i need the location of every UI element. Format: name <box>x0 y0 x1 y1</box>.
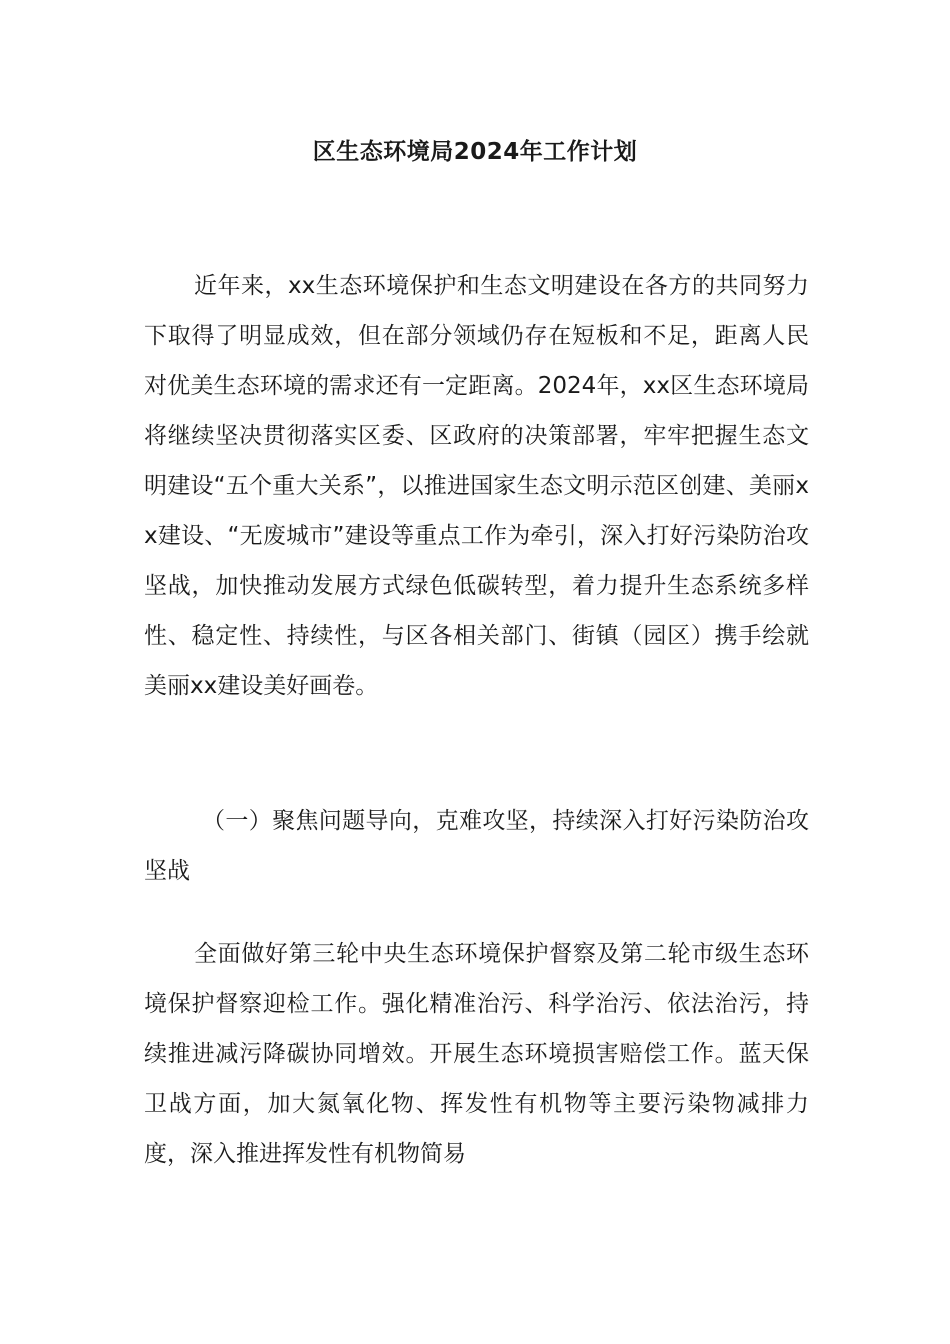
section-heading: （一）聚焦问题导向，克难攻坚，持续深入打好污染防治攻坚战 <box>144 808 809 884</box>
document-title: 区生态环境局2024年工作计划 <box>312 139 638 165</box>
intro-paragraph: 近年来，xx生态环境保护和生态文明建设在各方的共同努力下取得了明显成效，但在部分领域仍存在短板和不足，距离人民对优美生态环境的需求还有一定距离。2024年，xx区生态环境局将继续坚决贯彻落实区委、区政府的决策部署，牢牢把握生态文明建设“五个重大关系”，以推进国家生态文明示范区创建、美丽xx建设、“无废城市”建设等重点工作为牵引，深入打好污染防治攻坚战，加快推动发展方式绿色低碳转型，着力提升生态系统多样性、稳定性、持续性，与区各相关部门、街镇（园区）携手绘就美丽xx建设美好画卷。 <box>144 273 809 699</box>
section-body-paragraph: 全面做好第三轮中央生态环境保护督察及第二轮市级生态环境保护督察迎检工作。强化精准治污、科学治污、依法治污，持续推进减污降碳协同增效。开展生态环境损害赔偿工作。蓝天保卫战方面，加大氮氧化物、挥发性有机物等主要污染物减排力度，深入推进挥发性有机物简易 <box>144 941 809 1167</box>
